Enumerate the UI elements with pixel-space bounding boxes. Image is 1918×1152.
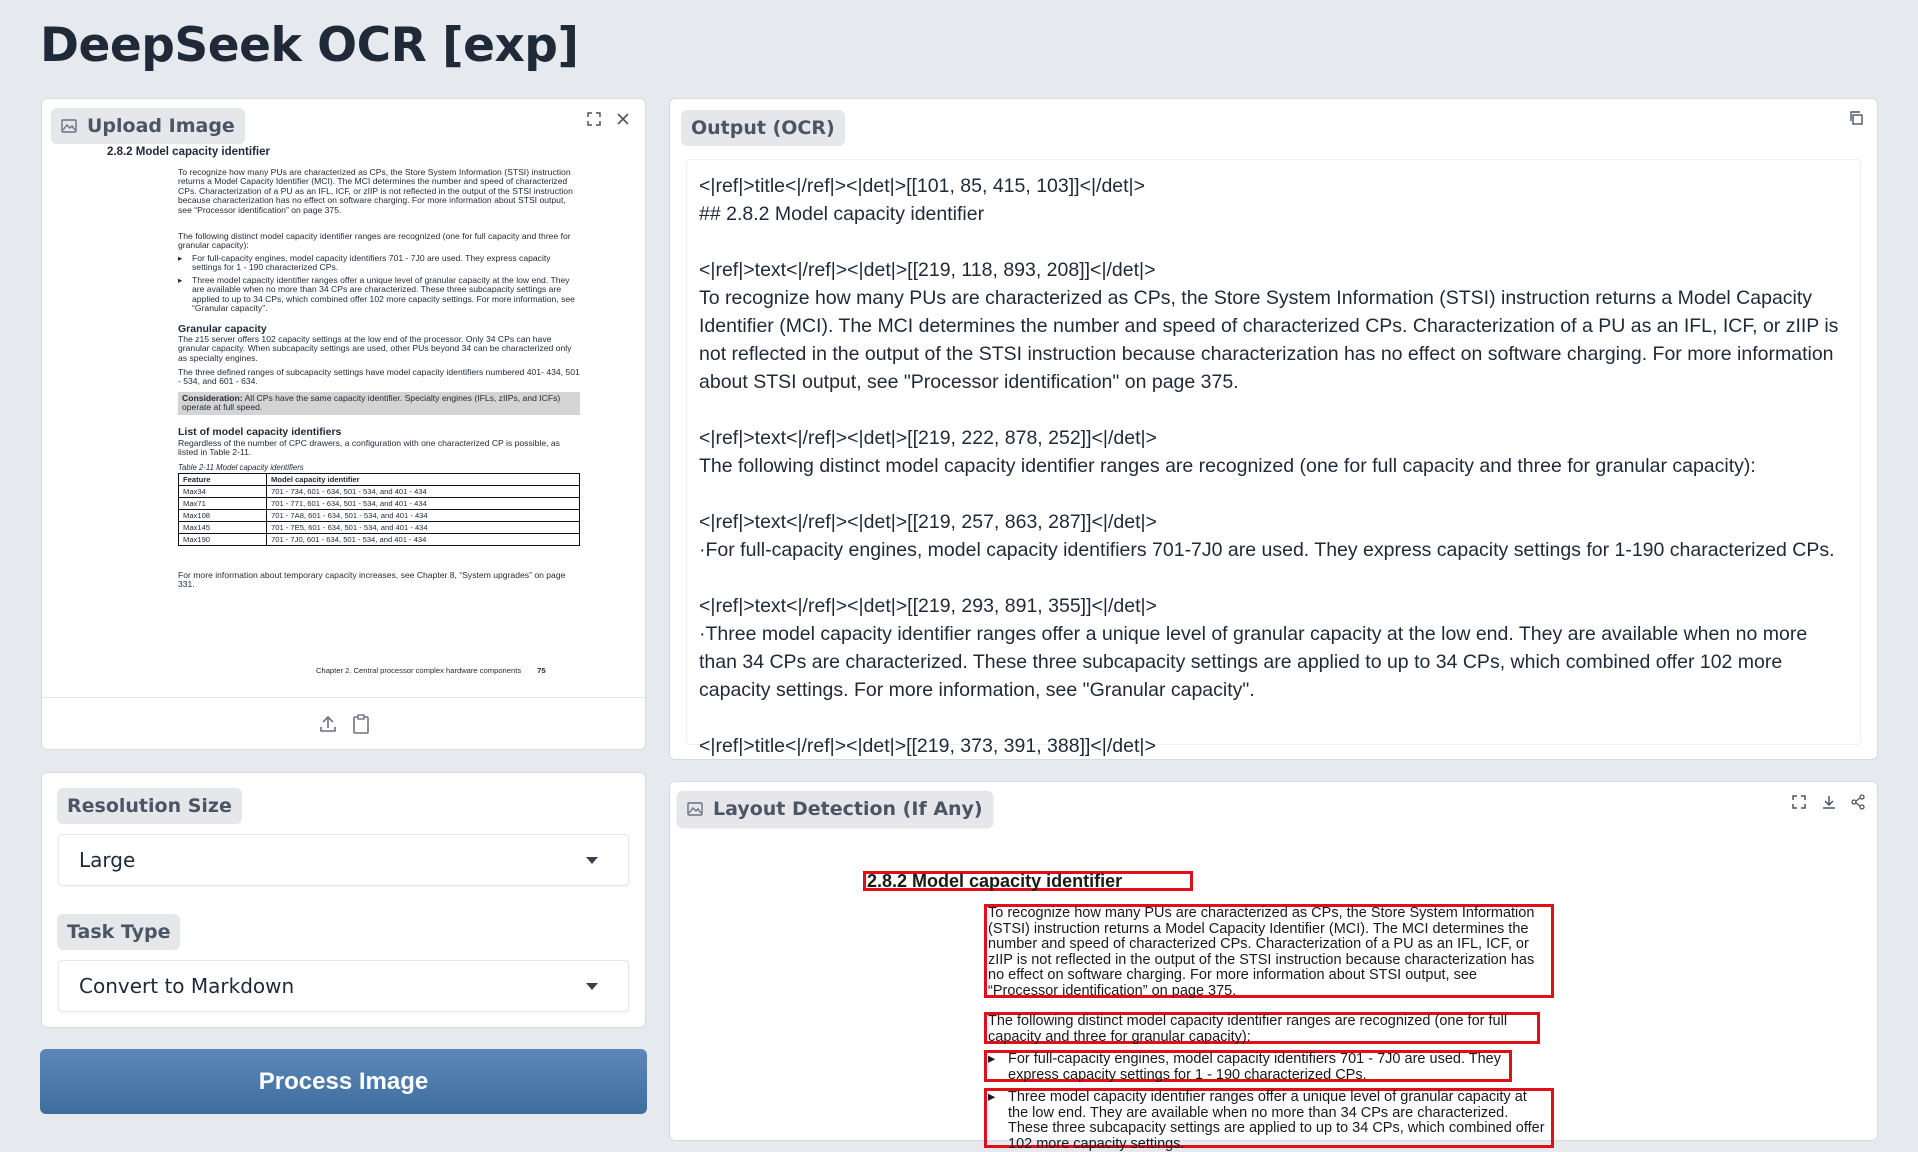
doc-table-cell: 701 - 734, 601 - 634, 501 - 534, and 401 - 434	[267, 486, 580, 498]
ocr-line: ## 2.8.2 Model capacity identifier	[699, 203, 985, 225]
det-bullet-text: For full-capacity engines, model capacity identifiers 701 - 7J0 are used. They express capacity settings for 1 - 190 characterized CPs.	[1008, 1051, 1501, 1083]
output-label: Output (OCR)	[681, 110, 845, 146]
ocr-line: To recognize how many PUs are characterized as CPs, the Store System Information (STSI) instruction returns a Model Capacity Identifier (MCI). The MCI determines the number and speed of characterized CPs. Characterization of a PU as an IFL, ICF, or zIIP is not reflected in the output of the STSI instruction because characterization has no effect on software charging. For more information about STSI output, see "Processor identification" on page 375.	[699, 287, 1839, 393]
doc-table-caption: Table 2-11 Model capacity identifiers	[178, 463, 304, 472]
resolution-size-select[interactable]	[58, 834, 629, 886]
doc-table	[178, 473, 580, 546]
fullscreen-icon[interactable]	[1785, 788, 1813, 816]
close-icon[interactable]	[609, 105, 637, 133]
doc-table-cell: Max108	[179, 510, 267, 522]
doc-table-row	[179, 498, 580, 510]
ocr-line: <|ref|>text<|/ref|><|det|>[[219, 118, 893, 208]]<|/det|>	[699, 259, 1156, 281]
doc-heading: 2.8.2 Model capacity identifier	[107, 146, 270, 158]
doc-table-row	[179, 510, 580, 522]
det-paragraph: To recognize how many PUs are characterized as CPs, the Store System Information (STSI) instruction returns a Model Capacity Identifier (MCI). The MCI determines the number and speed of characterized CPs. Characterization of a PU as an IFL, ICF, or zIIP is not reflected in the output of the STSI instruction because characterization has no effect on software charging. For more information about STSI output, see “Processor identification” on page 375.	[988, 905, 1535, 999]
ocr-blank-line	[699, 564, 1848, 592]
ocr-line: <|ref|>text<|/ref|><|det|>[[219, 222, 878, 252]]<|/det|>	[699, 427, 1157, 449]
det-bullet-text: Three model capacity identifier ranges offer a unique level of granular capacity at the low end. They are available when no more than 34 CPs are characterized. These three subcapacity settings are applied to up to 34 CPs, which combined offer 102 more capacity settings.	[1008, 1089, 1545, 1152]
process-image-button[interactable]: Process Image	[40, 1049, 647, 1114]
ocr-line: The following distinct model capacity identifier ranges are recognized (one for full capacity and three for granular capacity):	[699, 455, 1756, 477]
doc-table-header: Feature	[179, 474, 267, 486]
ocr-blank-line	[699, 396, 1848, 424]
ocr-text-area[interactable]	[686, 159, 1861, 757]
doc-table-cell: 701 - 771, 601 - 634, 501 - 534, and 401 - 434	[267, 498, 580, 510]
det-paragraph: The following distinct model capacity identifier ranges are recognized (one for full capacity and three for granular capacity):	[988, 1013, 1508, 1045]
doc-bullet-text: Three model capacity identifier ranges offer a unique level of granular capacity at the low end. They are available when no more than 34 CPs are characterized. These three subcapacity settings are applied to up to 34 CPs, which combined offer 102 more capacity settings. For more information, see “Granular capacity”.	[192, 275, 575, 314]
doc-table-header-row	[179, 474, 580, 486]
ocr-line: <|ref|>title<|/ref|><|det|>[[219, 373, 391, 388]]<|/det|>	[699, 735, 1156, 757]
document-preview	[42, 139, 647, 699]
det-bullet: ▸ Three model capacity identifier ranges offer a unique level of granular capacity at the low end. They are available when no more than 34 CPs are characterized. These three subcapacity settings are applied to up to 34 CPs, which combined offer 102 more capacity settings.	[988, 1090, 1550, 1152]
task-type-select[interactable]	[58, 960, 629, 1012]
doc-table-cell: 701 - 7E5, 601 - 634, 501 - 534, and 401 - 434	[267, 522, 580, 534]
image-icon	[61, 119, 77, 133]
doc-subheading: List of model capacity identifiers	[178, 426, 342, 438]
doc-paragraph: Regardless of the number of CPC drawers, a configuration with one characterized CP is possible, as listed in Table 2-11.	[178, 438, 560, 458]
app-title: DeepSeek OCR [exp]	[40, 18, 579, 73]
doc-table-row	[179, 534, 580, 546]
share-icon[interactable]	[1844, 788, 1872, 816]
doc-table-header: Model capacity identifier	[267, 474, 580, 486]
task-type-value: Convert to Markdown	[79, 974, 295, 998]
doc-table-cell: Max34	[179, 486, 267, 498]
doc-table-row	[179, 486, 580, 498]
doc-table-cell: Max71	[179, 498, 267, 510]
doc-paragraph: The following distinct model capacity identifier ranges are recognized (one for full capacity and three for granular capacity):	[178, 231, 571, 251]
det-title: 2.8.2 Model capacity identifier	[867, 871, 1123, 891]
layout-detection-label-text: Layout Detection (If Any)	[713, 798, 983, 820]
resolution-size-label: Resolution Size	[57, 788, 242, 824]
chevron-down-icon	[586, 857, 598, 864]
download-icon[interactable]	[1815, 788, 1843, 816]
doc-bullet: ▸ For full-capacity engines, model capacity identifiers 701 - 7J0 are used. They express capacity settings for 1 - 190 characterized CPs.	[178, 254, 580, 273]
doc-bullet: ▸ Three model capacity identifier ranges offer a unique level of granular capacity at the low end. They are available when no more than 34 CPs are characterized. These three subcapacity settings are applied to up to 34 CPs, which combined offer 102 more capacity settings. For more information, see “Granular capacity”.	[178, 276, 580, 314]
ocr-blank-line	[699, 228, 1848, 256]
doc-table-cell: Max145	[179, 522, 267, 534]
clipboard-icon[interactable]	[352, 714, 370, 734]
resolution-size-value: Large	[79, 848, 136, 872]
det-bullet: ▸ For full-capacity engines, model capacity identifiers 701 - 7J0 are used. They express capacity settings for 1 - 190 characterized CPs.	[988, 1052, 1508, 1083]
doc-table-cell: 701 - 7A8, 601 - 634, 501 - 534, and 401 - 434	[267, 510, 580, 522]
layout-detection-image	[670, 782, 1879, 1152]
doc-table-cell: Max190	[179, 534, 267, 546]
ocr-blank-line	[699, 480, 1848, 508]
doc-table-cell: 701 - 7J0, 601 - 634, 501 - 534, and 401 - 434	[267, 534, 580, 546]
settings-panel	[41, 772, 646, 1028]
copy-icon[interactable]	[1842, 104, 1870, 132]
ocr-line: <|ref|>text<|/ref|><|det|>[[219, 293, 891, 355]]<|/det|>	[699, 595, 1157, 617]
doc-page-number: 75	[537, 666, 546, 675]
fullscreen-icon[interactable]	[580, 105, 608, 133]
ocr-line: ·Three model capacity identifier ranges offer a unique level of granular capacity at the low end. They are available when no more than 34 CPs are characterized. These three subcapacity settings are applied to up to 34 CPs, which combined offer 102 more capacity settings. For more information, see "Granular capacity".	[699, 623, 1808, 701]
task-type-label: Task Type	[57, 914, 180, 950]
doc-table-row	[179, 522, 580, 534]
doc-subheading: Granular capacity	[178, 323, 267, 335]
layout-detection-panel	[669, 781, 1878, 1152]
doc-note	[178, 392, 580, 415]
doc-bullet-text: For full-capacity engines, model capacity identifiers 701 - 7J0 are used. They express capacity settings for 1 - 190 characterized CPs.	[192, 253, 551, 273]
chevron-down-icon	[586, 983, 598, 990]
image-icon	[687, 802, 703, 816]
upload-image-panel[interactable]	[41, 98, 646, 750]
ocr-line: <|ref|>text<|/ref|><|det|>[[219, 257, 863, 287]]<|/det|>	[699, 511, 1157, 533]
doc-paragraph: To recognize how many PUs are characterized as CPs, the Store System Information (STSI) instruction returns a Model Capacity Identifier (MCI). The MCI determines the number and speed of characterized CPs. Characterization of a PU as an IFL, ICF, or zIIP is not reflected in the output of the STSI instruction because characterization has no effect on software charging. For more information about STSI output, see “Processor identification” on page 375.	[178, 167, 573, 215]
ocr-line: ·For full-capacity engines, model capacity identifiers 701-7J0 are used. They express capacity settings for 1-190 characterized CPs.	[699, 539, 1835, 561]
ocr-blank-line	[699, 704, 1848, 732]
doc-note-text: All CPs have the same capacity identifier. Specialty engines (IFLs, zIIPs, and ICFs) operate at full speed.	[182, 393, 561, 413]
ocr-line: <|ref|>title<|/ref|><|det|>[[101, 85, 415, 103]]<|/det|>	[699, 175, 1146, 197]
ocr-output-panel	[669, 98, 1878, 760]
upload-icon[interactable]	[318, 714, 338, 734]
doc-paragraph: The three defined ranges of subcapacity settings have model capacity identifiers numbered 401- 434, 501 - 534, and 601 - 634.	[178, 367, 580, 387]
doc-footer	[316, 666, 546, 675]
doc-footer-text: Chapter 2. Central processor complex hardware components	[316, 666, 522, 675]
doc-note-label: Consideration:	[182, 393, 243, 403]
layout-detection-label	[677, 791, 993, 827]
upload-image-label-text: Upload Image	[87, 115, 235, 137]
doc-paragraph: For more information about temporary capacity increases, see Chapter 8, “System upgrades” on page 331.	[178, 570, 566, 590]
upload-footer	[42, 697, 645, 749]
doc-paragraph: The z15 server offers 102 capacity settings at the low end of the processor. Only 34 CPs can have granular capacity. When subcapacity settings are used, other PUs beyond 34 can be characterized only as specialty engines.	[178, 334, 572, 363]
